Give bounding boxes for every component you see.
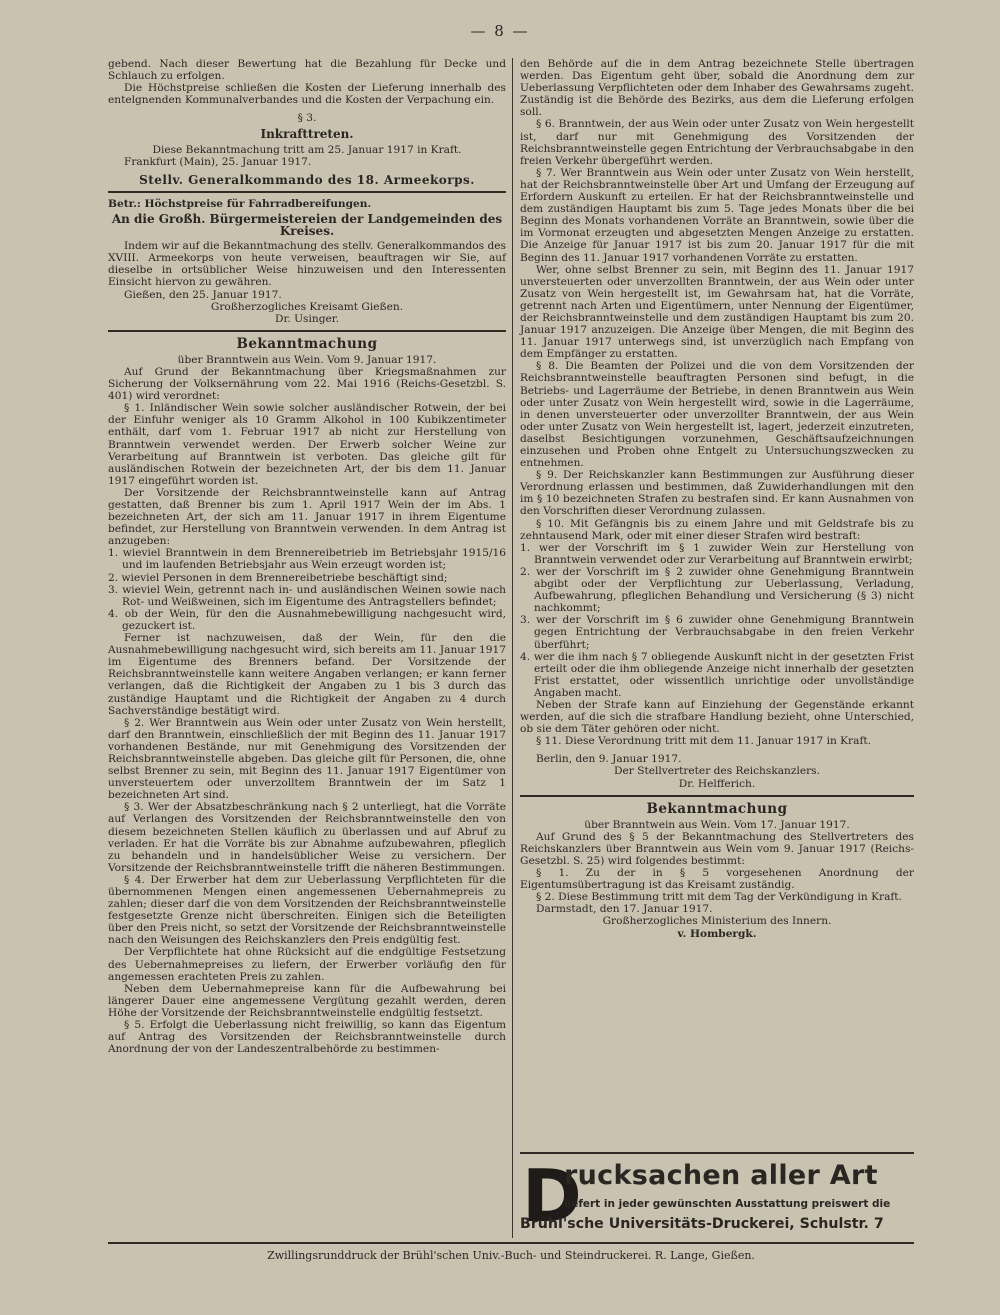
section-3-heading: § 3. <box>297 112 317 125</box>
paragraph-3: § 3. Wer der Absatzbeschränkung nach § 2 unterliegt, hat die Vorräte auf Verlangen des Vorsitzenden der Reichsbranntweinstelle den von diesem bezeichneten Stellen käuflich zu überlassen und auf Abruf zu verladen. Er hat die Vorräte bis zur Abnahme aufzubewahren, pfleglich zu behandeln und in handelsüblicher Weise zu versichern. Der Vorsitzende der Reichsbranntweinstelle trifft die näheren Bestimmungen. <box>108 801 506 874</box>
list-item: 4. ob der Wein, für den die Ausnahmebewilligung nachgesucht wird, gezuckert ist. <box>108 607 506 632</box>
bekanntmachung-2-heading: Bekanntmachung <box>646 800 788 817</box>
paragraph-10: § 10. Mit Gefängnis bis zu einem Jahre und mit Geldstrafe bis zu zehntausend Mark, oder mit einer dieser Strafen wird bestraft: <box>520 517 914 542</box>
paragraph-8: § 8. Die Beamten der Polizei und die von dem Vorsitzenden der Reichsbranntweinstelle beauftragten Personen sind befugt, in die Betriebs- und Lagerräume der Betriebe, in denen Branntwein aus Wein oder unter Zusatz von Wein hergestellt wird, sowie in die Lagerräume, in denen unversteuerter oder unverzollter Branntwein, der aus Wein oder unter Zusatz von Wein hergestellt ist, lagert, jederzeit einzutreten, daselbst Besichtigungen vorzunehmen, Geschäftsaufzeichnungen einzusehen und Proben ohne Entgelt zu Untersuchungszwecken zu entnehmen. <box>520 360 914 470</box>
betreff-line: Betr.: Höchstpreise für Fahrradbereifungen. <box>108 197 372 210</box>
ad-initial-letter: D <box>522 1154 582 1238</box>
paragraph-1: § 1. Inländischer Wein sowie solcher ausländischer Rotwein, der bei der Einfuhr weniger als 10 Gramm Alkohol in 100 Kubikzentimeter enthält, darf vom 1. Februar 1917 ab nicht zur Herstellung von Branntwein verwendet werden. Der Erwerb solcher Weine zur Verarbeitung auf Branntwein ist verboten. Das gleiche gilt für ausländischen Rotwein der bezeichneten Art, der bis dem 11. Januar 1917 eingeführt worden ist. <box>108 402 506 487</box>
paragraph-9: § 9. Der Reichskanzler kann Bestimmungen zur Ausführung dieser Verordnung erlassen und bestimmen, daß Zuwiderhandlungen mit den im § 10 bezeichneten Strafen zu bestrafen sind. Er kann Ausnahmen von den Vorschriften dieser Verordnung zulassen. <box>520 469 914 518</box>
printing-advertisement <box>520 1152 914 1244</box>
ad-tagline: liefert in jeder gewünschten Ausstattung preiswert die <box>564 1198 891 1210</box>
paragraph-7-b: Wer, ohne selbst Brenner zu sein, mit Beginn des 11. Januar 1917 unversteuerten oder unverzollten Branntwein, der aus Wein oder unter Zusatz von Wein hergestellt ist, im Gewahrsam hat, hat die Vorräte, getrennt nach Arten und Eigentümern, unter Nennung der Eigentümer, der Reichsbranntweinstelle und dem zuständigen Hauptamt bis zum 20. Januar 1917 anzuzeigen. Die Anzeige über Mengen, die mit Beginn des 11. Januar 1917 unterwegs sind, ist unverzüglich nach Empfang von dem Empfänger zu erstatten. <box>520 263 914 361</box>
generalkommando-signature: Stellv. Generalkommando des 18. Armeekorps. <box>139 172 475 187</box>
paragraph-1-b: Der Vorsitzende der Reichsbranntweinstelle kann auf Antrag gestatten, daß Brenner bis zum 1. April 1917 Wein der im Abs. 1 bezeichneten Art, der sich am 11. Januar 1917 in ihrem Eigentume befindet, zur Herstellung von Branntwein verwenden. In dem Antrag ist anzugeben: <box>108 486 506 548</box>
list-item: 2. wieviel Personen in dem Brennereibetriebe beschäftigt sind; <box>108 571 448 584</box>
paragraph-5-continued: den Behörde auf die in dem Antrag bezeichnete Stelle übertragen werden. Das Eigentum geht über, sobald die Anordnung dem zur Ueberlassung Verpflichteten oder dem Inhaber des Gewahrsams zugeht. Zuständig ist die Behörde des Bezirks, aus dem die Lieferung erfolgen soll. <box>520 58 914 119</box>
list-item: 1. wer der Vorschrift im § 1 zuwider Wein zur Herstellung von Branntwein verwendet oder zur Verarbeitung auf Branntwein erwirbt; <box>520 541 914 566</box>
bekanntmachung-subtitle: über Branntwein aus Wein. Vom 9. Januar 1917. <box>177 353 437 366</box>
list-item: 4. wer die ihm nach § 7 obliegende Auskunft nicht in der gesetzten Frist erteilt oder die ihm obliegende Anzeige nicht innerhalb der gesetzten Frist erstattet, oder wissentlich unrichtige oder unvollständige Angaben macht. <box>520 650 914 699</box>
paragraph-7: § 7. Wer Branntwein aus Wein oder unter Zusatz von Wein herstellt, hat der Reichsbranntweinstelle über Art und Umfang der Erzeugung auf Erfordern Auskunft zu erteilen. Er hat der Reichsbranntweinstelle und dem zuständigen Hauptamt bis zum 5. Tage jedes Monats über die bei Beginn des Monats vorhandenen Vorräte an Branntwein, sowie über die im Vormonat erzeugten und abgesetzten Mengen Anzeige zu erstatten. Die Anzeige für Januar 1917 ist bis zum 20. Januar 1917 für die mit Beginn des 11. Januar 1917 vorhandenen Vorräte zu erstatten. <box>520 166 914 264</box>
page-number: — 8 — <box>470 22 530 40</box>
section-divider <box>108 330 506 332</box>
paragraph-4-b: Der Verpflichtete hat ohne Rücksicht auf die endgültige Festsetzung des Uebernahmepreises zu liefern, der Erwerber vorläufig den für angemessen erachteten Preis zu zahlen. <box>108 946 506 983</box>
left-column <box>108 58 506 1055</box>
printer-imprint-footer: Zwillingsrunddruck der Brühl'schen Univ.-Buch- und Steindruckerei. R. Lange, Gießen. <box>108 1242 914 1262</box>
paragraph-1-c: Ferner ist nachzuweisen, daß der Wein, für den die Ausnahmebewilligung nachgesucht wird, sich bereits am 11. Januar 1917 im Eigentume des Brenners befand. Der Vorsitzende der Reichsbranntweinstelle kann weitere Angaben verlangen; er kann ferner verlangen, daß die Richtigkeit der Angaben zu 1 bis 3 durch das zuständige Hauptamt und die Richtigkeit der Angaben zu 4 durch Sachverständige bestätigt wird. <box>108 632 506 717</box>
list-item: 3. wer der Vorschrift im § 6 zuwider ohne Genehmigung Branntwein gegen Entrichtung der Verbrauchsabgabe in den freien Verkehr überführt; <box>520 614 914 651</box>
ad-headline: rucksachen aller Art <box>564 1160 878 1191</box>
homberg-signature: v. Hombergk. <box>677 927 757 940</box>
bekanntmachung-2-paragraph-2: § 2. Diese Bestimmung tritt mit dem Tag der Verkündigung in Kraft. <box>536 891 902 904</box>
intro-paragraph-1: gebend. Nach dieser Bewertung hat die Bezahlung für Decke und Schlauch zu erfolgen. <box>108 58 506 83</box>
intro-paragraph-2: Die Höchstpreise schließen die Kosten der Lieferung innerhalb des entelgnenden Kommunalverbandes und die Kosten der Verpachung ein. <box>108 82 506 107</box>
bekanntmachung-2-subtitle: über Branntwein aus Wein. Vom 17. Januar 1917. <box>584 818 850 831</box>
paragraph-6: § 6. Branntwein, der aus Wein oder unter Zusatz von Wein hergestellt ist, darf nur mit Genehmigung des Vorsitzenden der Reichsbranntweinstelle gegen Entrichtung der Verbrauchsabgabe in den freien Verkehr übergeführt werden. <box>520 118 914 167</box>
bekanntmachung-2-paragraph-1: § 1. Zu der in § 5 vorgesehenen Anordnung der Eigentumsübertragung ist das Kreisamt zuständig. <box>520 867 914 892</box>
inkrafttreten-heading: Inkrafttreten. <box>260 127 354 142</box>
berlin-date: Berlin, den 9. Januar 1917. <box>536 753 682 766</box>
kreisamt-name: Großherzogliches Kreisamt Gießen. <box>210 300 404 313</box>
usinger-signature: Dr. Usinger. <box>274 312 340 325</box>
addressee-heading: An die Großh. Bürgermeistereien der Landgemeinden des Kreises. <box>111 211 503 239</box>
list-item: 3. wieviel Wein, getrennt nach in- und ausländischen Weinen sowie nach Rot- und Weißweinen, sich im Eigentume des Antragstellers befindet; <box>108 583 506 608</box>
paragraph-4: § 4. Der Erwerber hat dem zur Ueberlassung Verpflichteten für die übernommenen Mengen einen angemessenen Uebernahmepreis zu zahlen; dieser darf die von dem Vorsitzenden der Reichsbranntweinstelle festgesetzte Grenze nicht überschreiten. Einigen sich die Beteiligten über den Preis nicht, so setzt der Vorsitzende der Reichsbranntweinstelle nach den Weisungen des Reichskanzlers den Preis endgültig fest. <box>108 873 506 947</box>
bekanntmachung-heading: Bekanntmachung <box>236 335 378 352</box>
list-item: 2. wer der Vorschrift im § 2 zuwider ohne Genehmigung Branntwein abgibt oder der Verpflichtung zur Ueberlassung, Verladung, Aufbewahrung, pfleglichen Behandlung und Versicherung (§ 3) nicht nachkommt; <box>520 565 914 615</box>
stellvertreter-title: Der Stellvertreter des Reichskanzlers. <box>614 765 820 778</box>
section-divider <box>520 795 914 797</box>
right-column <box>520 58 914 940</box>
bekanntmachung-intro: Auf Grund der Bekanntmachung über Kriegsmaßnahmen zur Sicherung der Volksernährung vom 22. Mai 1916 (Reichs-Gesetzbl. S. 401) wird verordnet: <box>108 365 506 403</box>
ministerium-name: Großherzogliches Ministerium des Innern. <box>602 915 832 928</box>
paragraph-10-b: Neben der Strafe kann auf Einziehung der Gegenstände erkannt werden, auf die sich die strafbare Handlung bezieht, ohne Unterschied, ob sie dem Täter gehören oder nicht. <box>520 698 914 736</box>
darmstadt-date: Darmstadt, den 17. Januar 1917. <box>536 903 713 916</box>
column-divider <box>512 58 513 1238</box>
paragraph-11: § 11. Diese Verordnung tritt mit dem 11. Januar 1917 in Kraft. <box>536 735 871 748</box>
circular-text: Indem wir auf die Bekanntmachung des stellv. Generalkommandos des XVIII. Armeekorps von heute verweisen, beauftragen wir Sie, auf dieselbe in ortsüblicher Weise hinzuweisen und den Interessenten Einsicht hiervon zu gewähren. <box>108 240 506 289</box>
frankfurt-date: Frankfurt (Main), 25. Januar 1917. <box>124 155 312 168</box>
paragraph-4-c: Neben dem Uebernahmepreise kann für die Aufbewahrung bei längerer Dauer eine angemessene Vergütung gezahlt werden, deren Höhe der Vorsitzende der Reichsbranntweinstelle endgültig festsetzt. <box>108 982 506 1019</box>
giessen-date: Gießen, den 25. Januar 1917. <box>124 288 282 301</box>
section-divider <box>108 191 506 193</box>
inkrafttreten-text: Diese Bekanntmachung tritt am 25. Januar 1917 in Kraft. <box>152 143 462 156</box>
helfferich-signature: Dr. Helfferich. <box>678 777 756 790</box>
paragraph-5: § 5. Erfolgt die Ueberlassung nicht freiwillig, so kann das Eigentum auf Antrag des Vorsitzenden der Reichsbranntweinstelle durch Anordnung der von der Landeszentralbehörde zu bestimmen- <box>108 1019 506 1056</box>
list-item: 1. wieviel Branntwein in dem Brennereibetrieb im Betriebsjahr 1915/16 und im laufenden Betriebsjahr aus Wein erzeugt worden ist; <box>108 547 506 572</box>
bekanntmachung-2-intro: Auf Grund des § 5 der Bekanntmachung des Stellvertreters des Reichskanzlers über Branntwein aus Wein vom 9. Januar 1917 (Reichs-Gesetzbl. S. 25) wird folgendes bestimmt: <box>520 830 914 867</box>
ad-printer-name: Brühl'sche Universitäts-Druckerei, Schulstr. 7 <box>520 1216 884 1232</box>
paragraph-2: § 2. Wer Branntwein aus Wein oder unter Zusatz von Wein herstellt, darf den Branntwein, einschließlich der mit Beginn des 11. Januar 1917 vorhandenen Bestände, nur mit Genehmigung des Vorsitzenden der Reichsbranntweinstelle abgeben. Das gleiche gilt für Personen, die, ohne selbst Brenner zu sein, mit Beginn des 11. Januar 1917 Eigentümer von unversteuertem oder unverzolltem Branntwein der im Satz 1 bezeichneten Art sind. <box>108 716 506 802</box>
